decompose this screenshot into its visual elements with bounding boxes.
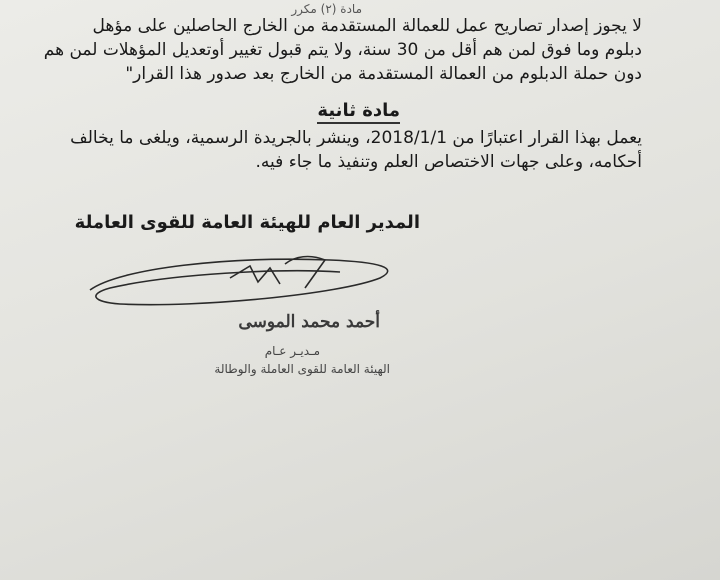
article-one-line: لا يجوز إصدار تصاريح عمل للعمالة المستقدمة من الخارج الحاصلين على مؤهل	[92, 16, 642, 36]
article-two-heading: مادة ثانية	[317, 100, 400, 124]
signer-role: مـديـر عـام	[264, 344, 320, 358]
article-two-text	[42, 126, 642, 174]
signer-organization: الهيئة العامة للقوى العاملة والوطالة	[214, 362, 390, 376]
article-two-line: أحكامه، وعلى جهات الاختصاص العلم وتنفيذ ما جاء فيه.	[255, 152, 642, 172]
director-title: المدير العام للهيئة العامة للقوى العاملة	[74, 212, 420, 233]
signer-name: أحمد محمد الموسى	[238, 312, 380, 332]
article-one-partial-heading: مادة (٢) مكرر	[291, 2, 362, 16]
article-one-line: دون حملة الدبلوم من العمالة المستقدمة من الخارج بعد صدور هذا القرار"	[125, 64, 642, 84]
handwritten-signature	[80, 238, 410, 318]
article-one-line: دبلوم وما فوق لمن هم أقل من 30 سنة، ولا يتم قبول تغيير أوتعديل المؤهلات لمن هم	[43, 40, 642, 60]
article-one-text	[42, 4, 642, 86]
article-two-line: يعمل بهذا القرار اعتبارًا من 2018/1/1، وينشر بالجريدة الرسمية، ويلغى ما يخالف	[70, 128, 642, 148]
